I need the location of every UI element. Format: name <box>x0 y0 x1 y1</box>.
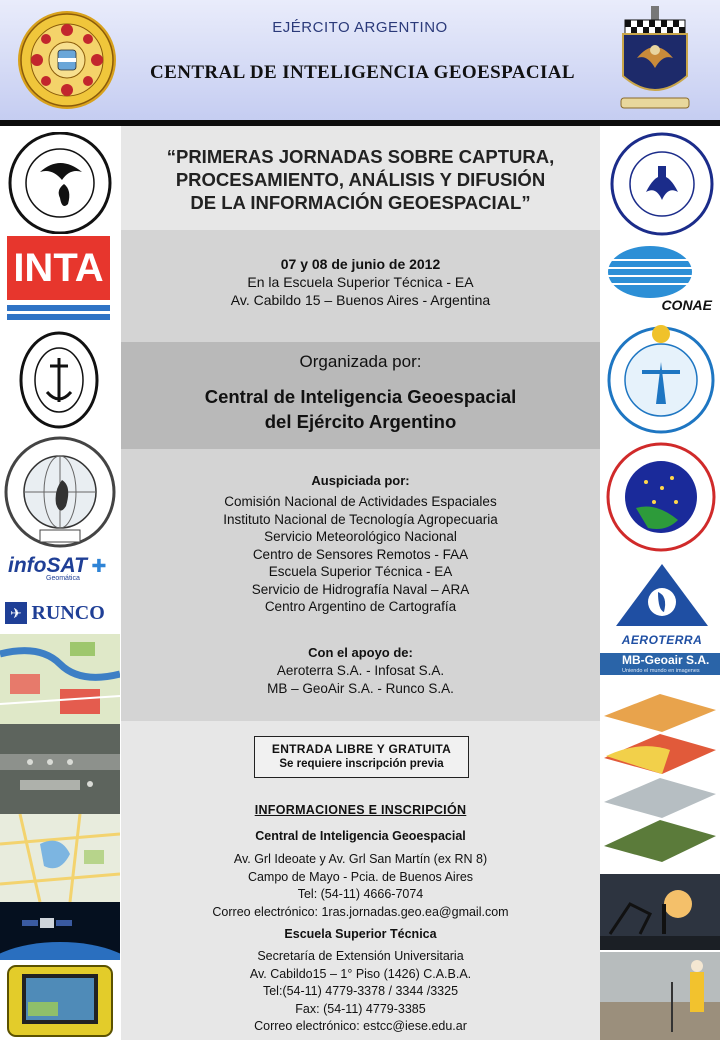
est-address-line: Av. Cabildo15 – 1° Piso (1426) C.A.B.A. <box>249 966 472 981</box>
organizer-label: Organizada por: <box>299 352 422 371</box>
rugged-tablet-image <box>4 962 116 1040</box>
event-title-line: PROCESAMIENTO, ANÁLISIS Y DIFUSIÓN <box>175 169 546 190</box>
est-contact-heading: Escuela Superior Técnica <box>284 927 437 941</box>
eagle-crest-right-logo <box>613 6 697 112</box>
conae-logo: CONAE <box>606 242 716 314</box>
airport-satellite-image <box>0 724 120 814</box>
inta-logo: INTA <box>7 236 110 326</box>
est-department-line: Secretaría de Extensión Universitaria <box>257 949 464 963</box>
right-logo-column <box>600 126 720 1040</box>
event-details <box>121 255 600 309</box>
cig-seal-logo <box>6 132 114 234</box>
sponsor-item: Centro de Sensores Remotos - FAA <box>252 546 469 562</box>
sponsors-list <box>121 493 600 616</box>
est-contact-details <box>121 948 600 1036</box>
sponsors-heading: Auspiciada por: <box>311 473 410 488</box>
organizer-name-line: del Ejército Argentino <box>264 411 457 432</box>
army-heading: EJÉRCITO ARGENTINO <box>272 19 448 36</box>
support-item: MB – GeoAir S.A. - Runco S.A. <box>267 680 454 696</box>
satellite-orbit-image <box>0 902 120 960</box>
info-band <box>121 721 600 1040</box>
info-heading: INFORMACIONES E INSCRIPCIÓN <box>254 803 467 817</box>
event-title <box>121 145 600 214</box>
organizer-name-line: Central de Inteligencia Geoespacial <box>204 386 517 407</box>
header-banner <box>0 0 720 120</box>
smn-seal-logo <box>606 322 716 434</box>
central-heading: CENTRAL DE INTELIGENCIA GEOESPACIAL <box>150 62 575 83</box>
mbgeoair-logo: MB-Geoair S.A. Uniendo el mundo en imagenes <box>600 653 720 675</box>
sponsors-band <box>121 449 600 721</box>
city-map-image <box>0 634 120 724</box>
cig-address-line: Av. Grl Ideoate y Av. Grl San Martín (ex RN 8) <box>233 852 488 866</box>
registration-required-note: Se requiere inscripción previa <box>279 758 444 770</box>
surveyor-worksite-image <box>600 952 720 1040</box>
organizer-band <box>121 342 600 449</box>
est-seal-logo <box>610 132 714 236</box>
free-entry-box <box>254 736 469 778</box>
support-list <box>121 662 600 697</box>
event-title-line: “PRIMERAS JORNADAS SOBRE CAPTURA, <box>166 146 555 167</box>
support-item: Aeroterra S.A. - Infosat S.A. <box>276 663 445 678</box>
support-heading: Con el apoyo de: <box>308 645 413 660</box>
event-venue: En la Escuela Superior Técnica - EA <box>247 274 474 290</box>
conae-globe-icon <box>606 242 716 298</box>
est-fax-line: Fax: (54-11) 4779-3385 <box>295 1001 426 1016</box>
sponsor-item: Comisión Nacional de Actividades Espaciales <box>224 494 497 509</box>
cig-contact-heading: Central de Inteligencia Geoespacial <box>255 829 466 843</box>
cig-location-line: Campo de Mayo - Pcia. de Buenos Aires <box>247 869 474 884</box>
street-map-image <box>0 814 120 902</box>
left-logo-column <box>0 126 121 1040</box>
hidrografia-seal-logo <box>18 330 100 430</box>
cartografia-seal-logo <box>4 436 116 548</box>
sponsor-item: Escuela Superior Técnica - EA <box>268 564 453 579</box>
oil-pump-sunset-image <box>600 874 720 950</box>
title-band <box>121 126 600 230</box>
satellite-icon: ✚ <box>91 556 107 576</box>
runco-mark-icon: ✈ <box>5 602 27 624</box>
terrain-layers-image <box>600 680 720 872</box>
aeroterra-triangle-icon <box>612 562 712 628</box>
event-dates: 07 y 08 de junio de 2012 <box>280 256 441 272</box>
sponsor-item: Centro Argentino de Cartografía <box>264 599 457 614</box>
cig-contact-details <box>121 851 600 921</box>
event-address: Av. Cabildo 15 – Buenos Aires - Argentina <box>230 292 491 308</box>
est-phone-line: Tel:(54-11) 4779-3378 / 3344 /3325 <box>262 984 459 998</box>
dates-band <box>121 230 600 342</box>
runco-logo: ✈ RUNCO <box>5 602 117 626</box>
free-entry-label: ENTRADA LIBRE Y GRATUITA <box>271 742 452 756</box>
event-title-line: DE LA INFORMACIÓN GEOESPACIAL” <box>190 192 531 213</box>
cig-phone-line: Tel: (54-11) 4666-7074 <box>297 887 424 901</box>
est-email-line[interactable]: Correo electrónico: estcc@iese.edu.ar <box>254 1019 467 1033</box>
csr-faa-seal-logo <box>606 442 716 552</box>
sponsor-item: Servicio de Hidrografía Naval – ARA <box>251 581 470 597</box>
aeroterra-logo: AEROTERRA <box>612 562 712 644</box>
cig-email-line[interactable]: Correo electrónico: 1ras.jornadas.geo.ea@gmail.com <box>212 904 509 919</box>
sponsor-item: Instituto Nacional de Tecnología Agropecuaria <box>223 511 498 527</box>
infosat-logo: infoSAT ✚ Geomática <box>8 554 107 582</box>
organizer-name <box>121 384 600 434</box>
sponsor-item: Servicio Meteorológico Nacional <box>264 529 457 544</box>
